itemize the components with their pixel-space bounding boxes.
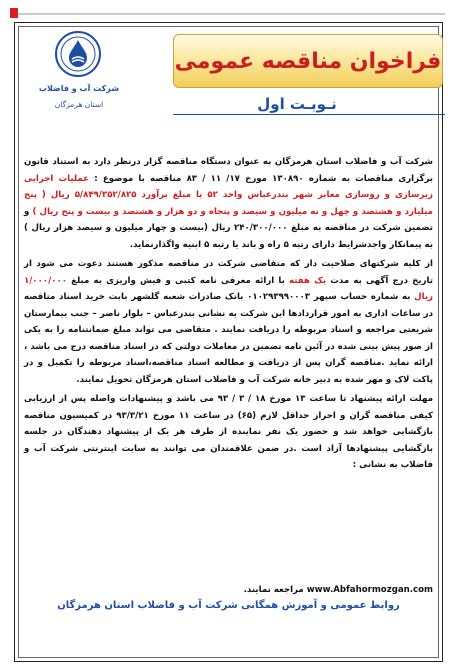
company-logo-block <box>20 30 138 130</box>
notice-body <box>24 154 433 477</box>
p2-fee-highlight: ۱/۰۰۰/۰۰۰ ریال <box>24 275 433 302</box>
p1-intro: شرکت آب و فاضلاب استان هرمزگان به عنوان دستگاه مناقصه گزار درنظر دارد به استناد قانون برگزاری مناقصات به شماره ۱۳۰۸۹۰ مورخ ۱۷/ ۱۱ / ۸۳ مناقصه با موضوع : <box>24 157 434 184</box>
footer-signature: روابط عمومی و آموزش همگانی شرکت آب و فاضلاب استان هرمزگان <box>57 600 400 611</box>
p3-deadline: مهلت ارائه پیشنهاد تا ساعت ۱۳ مورخ ۱۸ / ۳ / ۹۳ می باشد و پیشنهادات واصله پس از ارزیابی کیفی مناقصه گران و احراز حداقل لازم (۶۵) در ساعت ۱۱ مورخ ۹۳/۳/۲۱ در کمیسیون مناقصه بازگشایی خواهد شد و حضور یک نفر نماینده از طرف هر یک از پیشنهاد دهندگان در جلسه بازگشایی پیشنهادها آزاد است .در ضمن علاقمندان می توانند به سایت اینترنتی شرکت آب و فاضلاب به نشانی : <box>24 394 434 470</box>
top-rule <box>18 13 445 15</box>
p2-duration-highlight: یک هفته <box>289 275 327 286</box>
paragraph-deadline <box>24 391 433 474</box>
org-name: شرکت آب و فاضلاب <box>38 84 120 93</box>
paragraph-tender-description <box>24 154 433 253</box>
p1-guarantee: و تضمین شرکت در مناقصه به مبلغ ۲۴۰/۳۰۰/۰۰۰ ریال (بیست و چهار میلیون و سیصد هزار ریال ) به پیمانکار واجدشرایط دارای رتبه ۵ راه و باند یا رتبه ۵ ابنیه واگذارنماید. <box>24 206 433 250</box>
p1-project-highlight: عملیات اجرایی زیرسازی و روسازی معابر شهر بندرعباس واحد ۵۲ با مبلغ برآورد ۵/۸۴۹/۳۵۲/۸۲۵ ریال ( پنج میلیارد و هشتصد و چهل و نه میلیون و سیصد و پنجاه و دو هزار و هشتصد و بیست و پنج ریال ) <box>24 173 433 217</box>
water-drop-logo-icon <box>54 30 102 78</box>
p2-fee-intro: با ارائه معرفی نامه کتبی و فیش واریزی به مبلغ <box>71 275 285 286</box>
round-subtitle: نـوبـت اول <box>257 95 337 113</box>
title-banner <box>173 34 443 88</box>
website-suffix: مراجعه نمایند. <box>243 585 304 595</box>
paragraph-invitation <box>24 256 433 388</box>
page-title: فراخوان مناقصه عمومی <box>174 48 442 74</box>
p2-intro: از کلیه شرکتهای صلاحیت دار که متقاضی شرکت در مناقصه مذکور هستند دعوت می شود از تاریخ درج آگهی به مدت <box>24 259 433 286</box>
org-province: استان هرمزگان <box>54 100 104 109</box>
subtitle-rule <box>173 114 445 115</box>
p2-details: به شماره حساب سپهر ۰۱۰۲۹۳۹۹۰۰۰۳ بانک صادرات شعبه گلشهر بابت خرید اسناد مناقصه در ساعات اداری به امور قراردادها این شرکت به نشانی بندرعباس – بلوار ناصر – جنب بیمارستان شریعتی مراجعه و اسناد مربوطه را دریافت نمایند . متقاضی می تواند مبلغ ضمانتنامه را به یکی از صور پیش بینی شده در آئین نامه تضمین در معاملات دولتی که در اسناد مناقصه درج می باشد ، ارائه نماید .مناقصه گران پس از دریافت و مطالعه اسناد مناقصه،اسناد مربوطه را تکمیل و در پاکت لاک و مهر شده به دبیر خانه شرکت آب و فاضلاب استان هرمزگان تحویل نمایند. <box>24 292 433 385</box>
website-link[interactable]: www.Abfahormozgan.com <box>306 585 433 595</box>
website-line <box>24 582 433 598</box>
subtitle-row <box>197 92 397 116</box>
corner-mark <box>10 8 18 18</box>
